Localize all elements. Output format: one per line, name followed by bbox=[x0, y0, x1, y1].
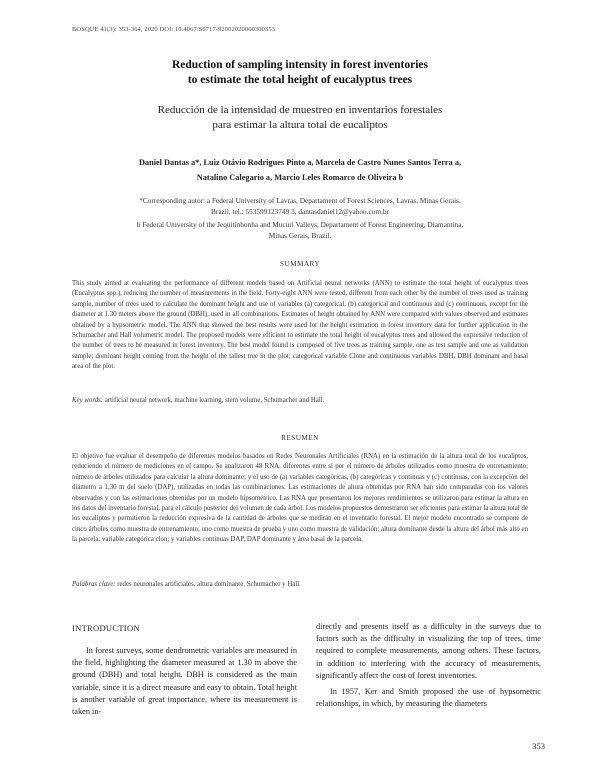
summary-heading: SUMMARY bbox=[279, 259, 321, 268]
palabras-clave-label: Palabras clave: bbox=[72, 581, 116, 588]
keywords-label: Key words: bbox=[72, 397, 104, 404]
summary-text: This study aimed at evaluating the performance of different models based on Artificial neural networks (ANN) to estimate the total height of eucalyptus trees (Eucalyptus spp.), reducing the number of measurements in the field. Forty-eight ANN were tested, different from each other by the number of trees used as training sample, number of trees used to calculate the dominant height and use of variables (a) categorical, (b) categorical and continuous and (c) continuous, except for the diameter at 1.30 meters above the ground (DBH), used in all combinations. Estimates of height obtained by ANN were compared with values observed and estimates obtained by a hypsometric model. The ANN that showed the best results were used for the height estimation in forest inventory data for further application in the Schumacher and Hall volumetric model. The proposed models were efficient to estimate the total height of eucalyptus trees and allowed the expressive reduction of the number of trees to be measured in forest inventory. The best model found is composed of five trees as training sample, one as test sample and one as validation sample; dominant height coming from the height of the tallest tree in the plot; categorical variable Clone and continuous variables DBH, DBH dominant and basal area of the plot. bbox=[72, 280, 528, 371]
introduction-right-column bbox=[316, 621, 541, 710]
keywords-value: artificial neural network, machine learning, stem volume, Schumacher and Hall. bbox=[103, 397, 325, 404]
paragraph: In 1957, Ker and Smith proposed the use of hypsometric relationships, in which, by measuring the diameters bbox=[316, 687, 541, 709]
paragraph: directly and presents itself as a difficulty in the surveys due to factors such as the difficulty in visualizing the top of trees, time required to complete measurements, among others. These factors, in addition to interfering with the accuracy of measurements, significantly affect the cost of forest inventories. bbox=[316, 622, 541, 680]
paragraph: In forest surveys, some dendrometric variables are measured in the field, highlighting the diameter measured at 1.30 m above the ground (DBH) and total height. DBH is considered as the main variable, since it is a direct measure and easy to obtain. Total height is another variable of great importance, where its measurement is taken in- bbox=[72, 646, 297, 717]
introduction-heading: INTRODUCTION bbox=[72, 623, 140, 633]
affiliation-a: *Corresponding autor: a Federal University of Lavras, Departament of Forest Sciences, Lavras, Minas Gerais, Brazil, tel.: 553599123749 3, dantasdaniel12@yahoo.com.br bbox=[139, 196, 461, 216]
affiliations bbox=[130, 196, 470, 244]
resumen-keywords bbox=[72, 581, 528, 588]
english-title bbox=[72, 58, 528, 88]
summary-keywords bbox=[72, 397, 528, 404]
spanish-title-line: Reducción de la intensidad de muestreo en inventarios forestales bbox=[157, 104, 443, 116]
page-number: 353 bbox=[532, 741, 545, 751]
spanish-title bbox=[72, 103, 528, 133]
author-list bbox=[100, 156, 500, 185]
introduction-left-column bbox=[72, 645, 297, 718]
spanish-title-line: para estimar la altura total de eucaliptos bbox=[212, 119, 388, 131]
english-title-line: to estimate the total height of eucalyptus trees bbox=[187, 74, 413, 86]
running-head: BOSQUE 41(3): 353-364, 2020 DOI: 10.4067/S0717-92002020000300353 bbox=[72, 26, 276, 33]
author-line: Daniel Dantas a*, Luiz Otávio Rodrigues Pinto a, Marcela de Castro Nunes Santos Terra a, bbox=[138, 158, 462, 167]
author-line: Natalino Calegario a, Marcio Leles Romarco de Oliveira b bbox=[196, 172, 404, 182]
affiliation-b: b Federal University of the Jequitinhonha and Mucuri Valleys, Departament of Forest Engineering, Diamantina, Minas Gerais, Brazil. bbox=[136, 220, 464, 240]
resumen-heading: RESUMEN bbox=[281, 433, 319, 442]
palabras-clave-value: redes neuronales artificiales, altura dominante, Schumacher y Hall. bbox=[115, 581, 301, 588]
english-title-line: Reduction of sampling intensity in forest inventories bbox=[172, 59, 428, 71]
resumen-text: El objetivo fue evaluar el desempeño de diferentes modelos basados en Redes Neuronales Artificiales (RNA) en la estimación de la altura total de los eucaliptos, reduciendo el número de mediciones en el campo. Se analizaron 48 RNA, diferentes entre sí por el número de árboles utilizados como muestra de entrenamiento; número de árboles utilizados para calcular la altura dominante; y el uso de (a) variables categóricas, (b) categóricas y continuas y (c) continuas, con la excepción del diámetro a 1,30 m del suelo (DAP), utilizadas en todas las combinaciones. Las estimaciones de altura obtenidas por RNA han sido comparadas con los valores observados y con las estimaciones obtenidas por un modelo hipsométrico. Las RNA que presentaron los mejores rendimientos se utilizaron para estimar la altura en los datos del inventario forestal, para el cálculo posterior del volumen de cada árbol. Los modelos propuestos demostraron ser eficientes para estimar la altura total de los eucaliptos y permitieron la reducción expresiva de la cantidad de árboles que se medirán en el inventario forestal. El mejor modelo encontrado se compone de cinco árboles como muestra de entrenamiento, uno como muestra de prueba y uno como muestra de validación; altura dominante desde la altura del árbol más alto en la parcela; variable categórica clon; y variables continuas DAP, DAP dominante y área basal de la parcela. bbox=[72, 453, 528, 544]
